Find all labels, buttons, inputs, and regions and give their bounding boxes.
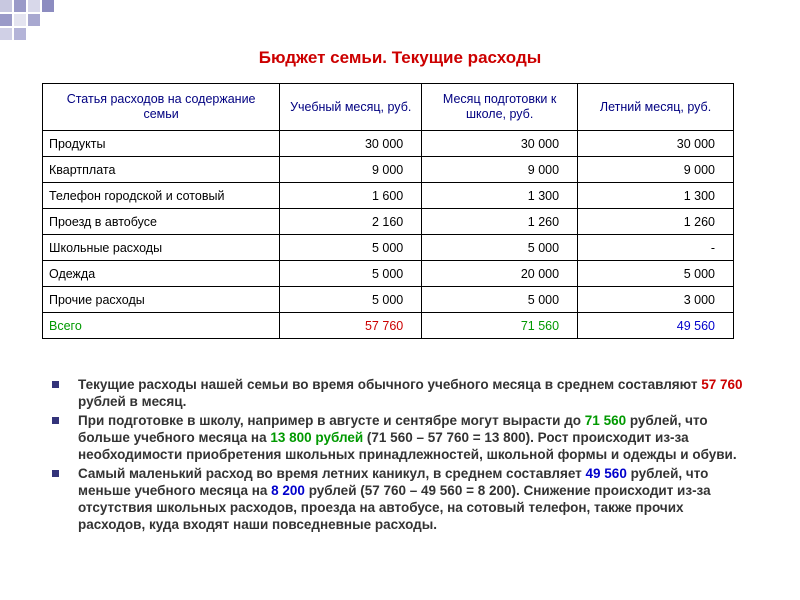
cell-school-month: 5 000 [280, 261, 422, 287]
cell-school-month: 5 000 [280, 287, 422, 313]
cell-prep-month: 20 000 [422, 261, 578, 287]
column-header-category: Статья расходов на содержание семьи [43, 84, 280, 131]
highlight-value: 57 760 [701, 377, 743, 392]
total-prep-month: 71 560 [422, 313, 578, 339]
square-bullet-icon [52, 417, 59, 424]
cell-prep-month: 30 000 [422, 131, 578, 157]
highlight-value: 71 560 [584, 413, 627, 428]
cell-summer-month: 5 000 [578, 261, 734, 287]
page-title: Бюджет семьи. Текущие расходы [258, 48, 542, 67]
cell-summer-month: 30 000 [578, 131, 734, 157]
corner-decoration [0, 0, 90, 50]
cell-summer-month: 3 000 [578, 287, 734, 313]
table-row [43, 209, 734, 235]
column-header-prep-month: Месяц подготовки к школе, руб. [422, 84, 578, 131]
square-bullet-icon [52, 381, 59, 388]
highlight-value: 13 800 рублей [270, 430, 364, 445]
table-row [43, 157, 734, 183]
row-label: Продукты [43, 131, 280, 157]
column-header-school-month: Учебный месяц, руб. [280, 84, 422, 131]
cell-prep-month: 5 000 [422, 287, 578, 313]
cell-prep-month: 5 000 [422, 235, 578, 261]
budget-table [42, 83, 734, 339]
summary-list [50, 376, 750, 535]
column-header-summer-month: Летний месяц, руб. [578, 84, 734, 131]
cell-summer-month: - [578, 235, 734, 261]
table-row [43, 261, 734, 287]
cell-prep-month: 1 260 [422, 209, 578, 235]
table-row [43, 131, 734, 157]
row-label: Квартплата [43, 157, 280, 183]
square-bullet-icon [52, 470, 59, 477]
cell-school-month: 1 600 [280, 183, 422, 209]
cell-school-month: 5 000 [280, 235, 422, 261]
row-label: Одежда [43, 261, 280, 287]
cell-school-month: 2 160 [280, 209, 422, 235]
table-header-row [43, 84, 734, 131]
list-item: При подготовке в школу, например в августе и сентябре могут вырасти до 71 560 рублей, что больше учебного месяца на 13 800 рублей (71 560 – 57 760 = 13 800). Рост происходит из-за необходимости приобретения школьных принадлежностей, школьной формы и одежды и обуви. [50, 412, 750, 463]
cell-summer-month: 1 300 [578, 183, 734, 209]
table-row [43, 287, 734, 313]
highlight-value: 8 200 [271, 483, 305, 498]
highlight-value: 49 560 [585, 466, 627, 481]
total-school-month: 57 760 [280, 313, 422, 339]
row-label: Телефон городской и сотовый [43, 183, 280, 209]
table-row [43, 235, 734, 261]
cell-summer-month: 9 000 [578, 157, 734, 183]
row-label: Школьные расходы [43, 235, 280, 261]
cell-school-month: 9 000 [280, 157, 422, 183]
row-label: Прочие расходы [43, 287, 280, 313]
cell-school-month: 30 000 [280, 131, 422, 157]
row-label: Проезд в автобусе [43, 209, 280, 235]
list-item: Текущие расходы нашей семьи во время обычного учебного месяца в среднем составляют 57 760 рублей в месяц. [50, 376, 750, 410]
list-item: Самый маленький расход во время летних каникул, в среднем составляет 49 560 рублей, что меньше учебного месяца на 8 200 рублей (57 760 – 49 560 = 8 200). Снижение происходит из-за отсутствия школьных расходов, проезда на автобусе, на сотовый телефон, также прочих расходов, куда входят наши повседневные расходы. [50, 465, 750, 533]
cell-prep-month: 1 300 [422, 183, 578, 209]
cell-summer-month: 1 260 [578, 209, 734, 235]
cell-prep-month: 9 000 [422, 157, 578, 183]
table-total-row [43, 313, 734, 339]
total-label: Всего [43, 313, 280, 339]
table-row [43, 183, 734, 209]
total-summer-month: 49 560 [578, 313, 734, 339]
